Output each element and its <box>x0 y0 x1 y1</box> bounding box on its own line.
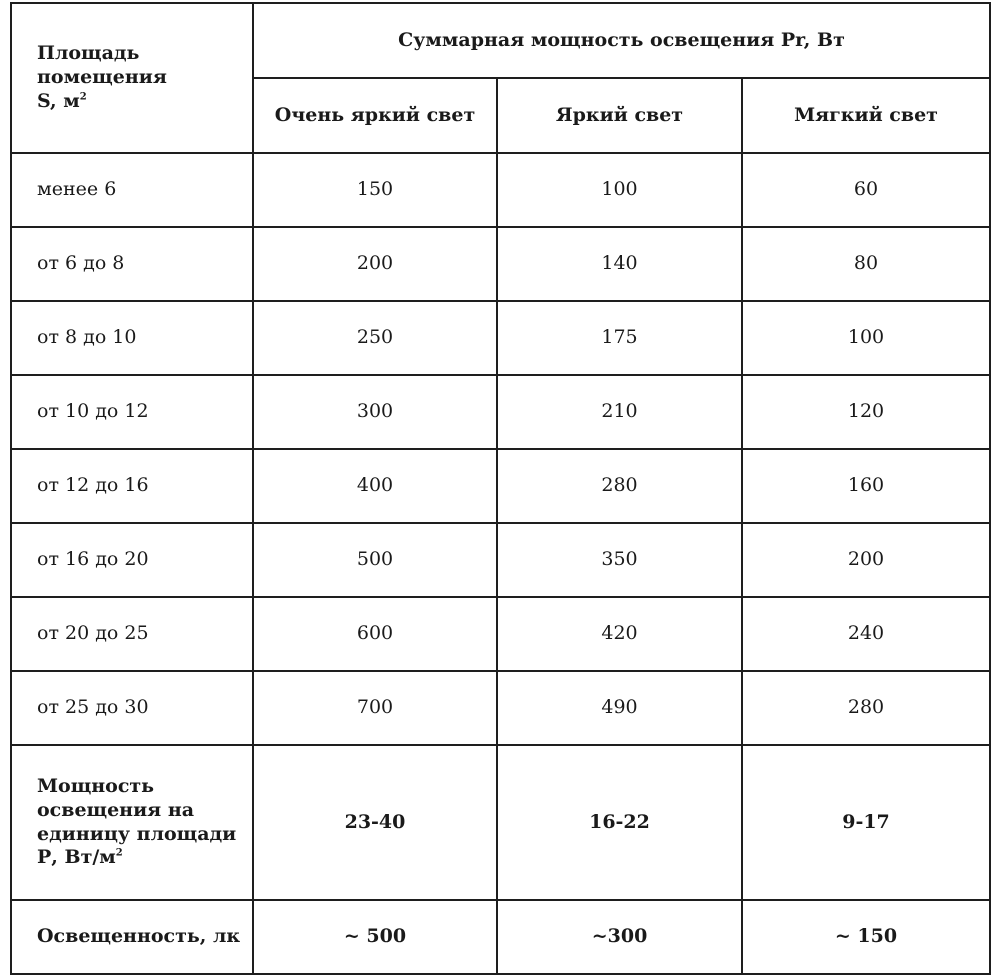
cell-bright: 210 <box>497 375 742 449</box>
cell-very-bright: 600 <box>253 597 497 671</box>
total-power-header: Суммарная мощность освещения Рr, Вт <box>253 3 990 78</box>
row-area-label: от 25 до 30 <box>11 671 253 745</box>
cell-soft: 80 <box>742 227 990 301</box>
illuminance-very-bright: ~ 500 <box>253 900 497 974</box>
table-row <box>11 449 990 523</box>
row-area-label: от 16 до 20 <box>11 523 253 597</box>
area-header-line3: S, м <box>37 89 80 112</box>
cell-soft: 100 <box>742 301 990 375</box>
table-row <box>11 375 990 449</box>
table-row <box>11 301 990 375</box>
cell-bright: 100 <box>497 153 742 227</box>
column-header-bright: Яркий свет <box>497 78 742 153</box>
unit-power-label-line2: освещения на <box>37 798 195 821</box>
cell-bright: 175 <box>497 301 742 375</box>
cell-soft: 120 <box>742 375 990 449</box>
table-row <box>11 597 990 671</box>
area-column-header <box>11 3 253 153</box>
unit-power-label-line1: Мощность <box>37 775 155 797</box>
cell-very-bright: 200 <box>253 227 497 301</box>
row-area-label: от 10 до 12 <box>11 375 253 449</box>
illuminance-row <box>11 900 990 974</box>
illuminance-bright: ~300 <box>497 900 742 974</box>
cell-very-bright: 300 <box>253 375 497 449</box>
cell-soft: 200 <box>742 523 990 597</box>
cell-bright: 140 <box>497 227 742 301</box>
table-row <box>11 523 990 597</box>
table-row <box>11 227 990 301</box>
cell-bright: 350 <box>497 523 742 597</box>
cell-very-bright: 400 <box>253 449 497 523</box>
row-area-label: от 20 до 25 <box>11 597 253 671</box>
row-area-label: от 12 до 16 <box>11 449 253 523</box>
table-row <box>11 153 990 227</box>
unit-power-very-bright: 23-40 <box>253 745 497 900</box>
cell-soft: 280 <box>742 671 990 745</box>
cell-very-bright: 150 <box>253 153 497 227</box>
header-row-top <box>11 3 990 78</box>
cell-very-bright: 700 <box>253 671 497 745</box>
cell-bright: 280 <box>497 449 742 523</box>
area-header-line1: Площадь <box>37 42 140 65</box>
cell-soft: 160 <box>742 449 990 523</box>
cell-very-bright: 500 <box>253 523 497 597</box>
unit-power-bright: 16-22 <box>497 745 742 900</box>
row-area-label: менее 6 <box>11 153 253 227</box>
unit-power-row <box>11 745 990 900</box>
cell-bright: 490 <box>497 671 742 745</box>
area-header-line2: помещения <box>37 66 167 89</box>
unit-power-label-line3: единицу площади <box>37 822 237 845</box>
area-header-sup: 2 <box>79 91 87 103</box>
table-row <box>11 671 990 745</box>
unit-power-label-sup: 2 <box>115 847 123 859</box>
column-header-very-bright: Очень яркий свет <box>253 78 497 153</box>
column-header-soft: Мягкий свет <box>742 78 990 153</box>
unit-power-label-line4: Р, Вт/м <box>37 846 116 869</box>
cell-soft: 240 <box>742 597 990 671</box>
unit-power-soft: 9-17 <box>742 745 990 900</box>
cell-very-bright: 250 <box>253 301 497 375</box>
lighting-power-table <box>10 2 991 975</box>
row-area-label: от 8 до 10 <box>11 301 253 375</box>
row-area-label: от 6 до 8 <box>11 227 253 301</box>
unit-power-label <box>11 745 253 900</box>
illuminance-soft: ~ 150 <box>742 900 990 974</box>
cell-bright: 420 <box>497 597 742 671</box>
cell-soft: 60 <box>742 153 990 227</box>
illuminance-label: Освещенность, лк <box>11 900 253 974</box>
